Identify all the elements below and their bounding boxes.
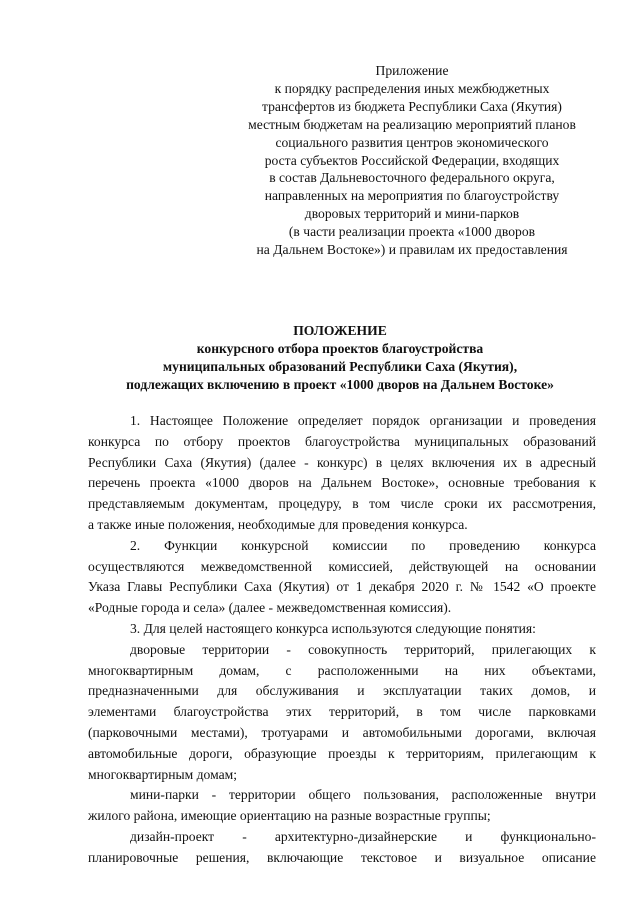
- body-line: мини-парки - территории общего пользования, расположенные внутри: [130, 787, 596, 803]
- appendix-line: в состав Дальневосточного федерального округа,: [269, 170, 555, 186]
- appendix-line: направленных на мероприятия по благоустройству: [264, 188, 560, 204]
- body-line: 1. Настоящее Положение определяет порядок организации и проведения: [130, 413, 596, 428]
- appendix-line: роста субъектов Российской Федерации, входящих: [264, 152, 560, 168]
- appendix-line: социального развития центров экономического: [275, 134, 549, 150]
- appendix-line: местным бюджетам на реализацию мероприятий планов: [248, 116, 576, 132]
- body-line: осуществляются межведомственной комиссией, действующей на основании: [88, 558, 596, 574]
- body-line: многоквартирным домам;: [88, 766, 237, 782]
- body-line: Республики Саха (Якутия) (далее - конкурс) в целях включения их в адресный: [88, 454, 596, 470]
- body-line: 3. Для целей настоящего конкурса используются следующие понятия:: [130, 620, 536, 636]
- body-line: «Родные города и села» (далее - межведомственная комиссия).: [88, 600, 452, 616]
- appendix-line: к порядку распределения иных межбюджетных: [274, 80, 550, 96]
- body-line: предназначенными для обслуживания и эксплуатации таких домов, и: [88, 683, 596, 699]
- title-heading: ПОЛОЖЕНИЕ: [293, 323, 387, 338]
- appendix-line: трансфертов из бюджета Республики Саха (Якутия): [262, 98, 562, 114]
- title-line: муниципальных образований Республики Саха (Якутия),: [162, 359, 518, 374]
- appendix-line: на Дальнем Востоке») и правилам их предоставления: [256, 242, 568, 258]
- body-line: планировочные решения, включающие текстовое и визуальное описание: [88, 849, 596, 865]
- body-line: конкурса по отбору проектов благоустройства муниципальных образований: [88, 433, 596, 449]
- body-line: (парковочными местами), тротуарами и автомобильными дорогами, включая: [88, 724, 596, 740]
- body-line: представляемым документам, процедуру, в том числе сроки их рассмотрения,: [88, 496, 596, 512]
- body-line: дизайн-проект - архитектурно-дизайнерские и функционально-: [130, 828, 596, 844]
- body-line: 2. Функции конкурсной комиссии по проведению конкурса: [130, 537, 596, 553]
- appendix-line: дворовых территорий и мини-парков: [304, 206, 520, 222]
- appendix-line: (в части реализации проекта «1000 дворов: [288, 224, 536, 240]
- body-line: Указа Главы Республики Саха (Якутия) от 1 декабря 2020 г. № 1542 «О проекте: [88, 579, 596, 595]
- body-line: а также иные положения, необходимые для проведения конкурса.: [88, 516, 468, 532]
- body-line: перечень проекта «1000 дворов на Дальнем Востоке», основные требования к: [88, 475, 596, 491]
- title-line: подлежащих включению в проект «1000 дворов на Дальнем Востоке»: [126, 377, 554, 392]
- document-body: [88, 411, 596, 869]
- body-line: дворовые территории - совокупность территорий, прилегающих к: [130, 641, 596, 657]
- appendix-line: Приложение: [375, 63, 449, 78]
- body-line: элементами благоустройства этих территорий, в том числе парковками: [88, 704, 596, 720]
- title-line: конкурсного отбора проектов благоустройства: [196, 341, 484, 356]
- body-line: многоквартирным домам, с расположенными на них объектами,: [88, 662, 596, 678]
- document-title: [70, 322, 610, 394]
- appendix-header: [232, 62, 592, 259]
- body-line: автомобильные дороги, образующие проезды к территориям, прилегающим к: [88, 745, 596, 761]
- body-line: жилого района, имеющие ориентацию на разные возрастные группы;: [88, 808, 491, 824]
